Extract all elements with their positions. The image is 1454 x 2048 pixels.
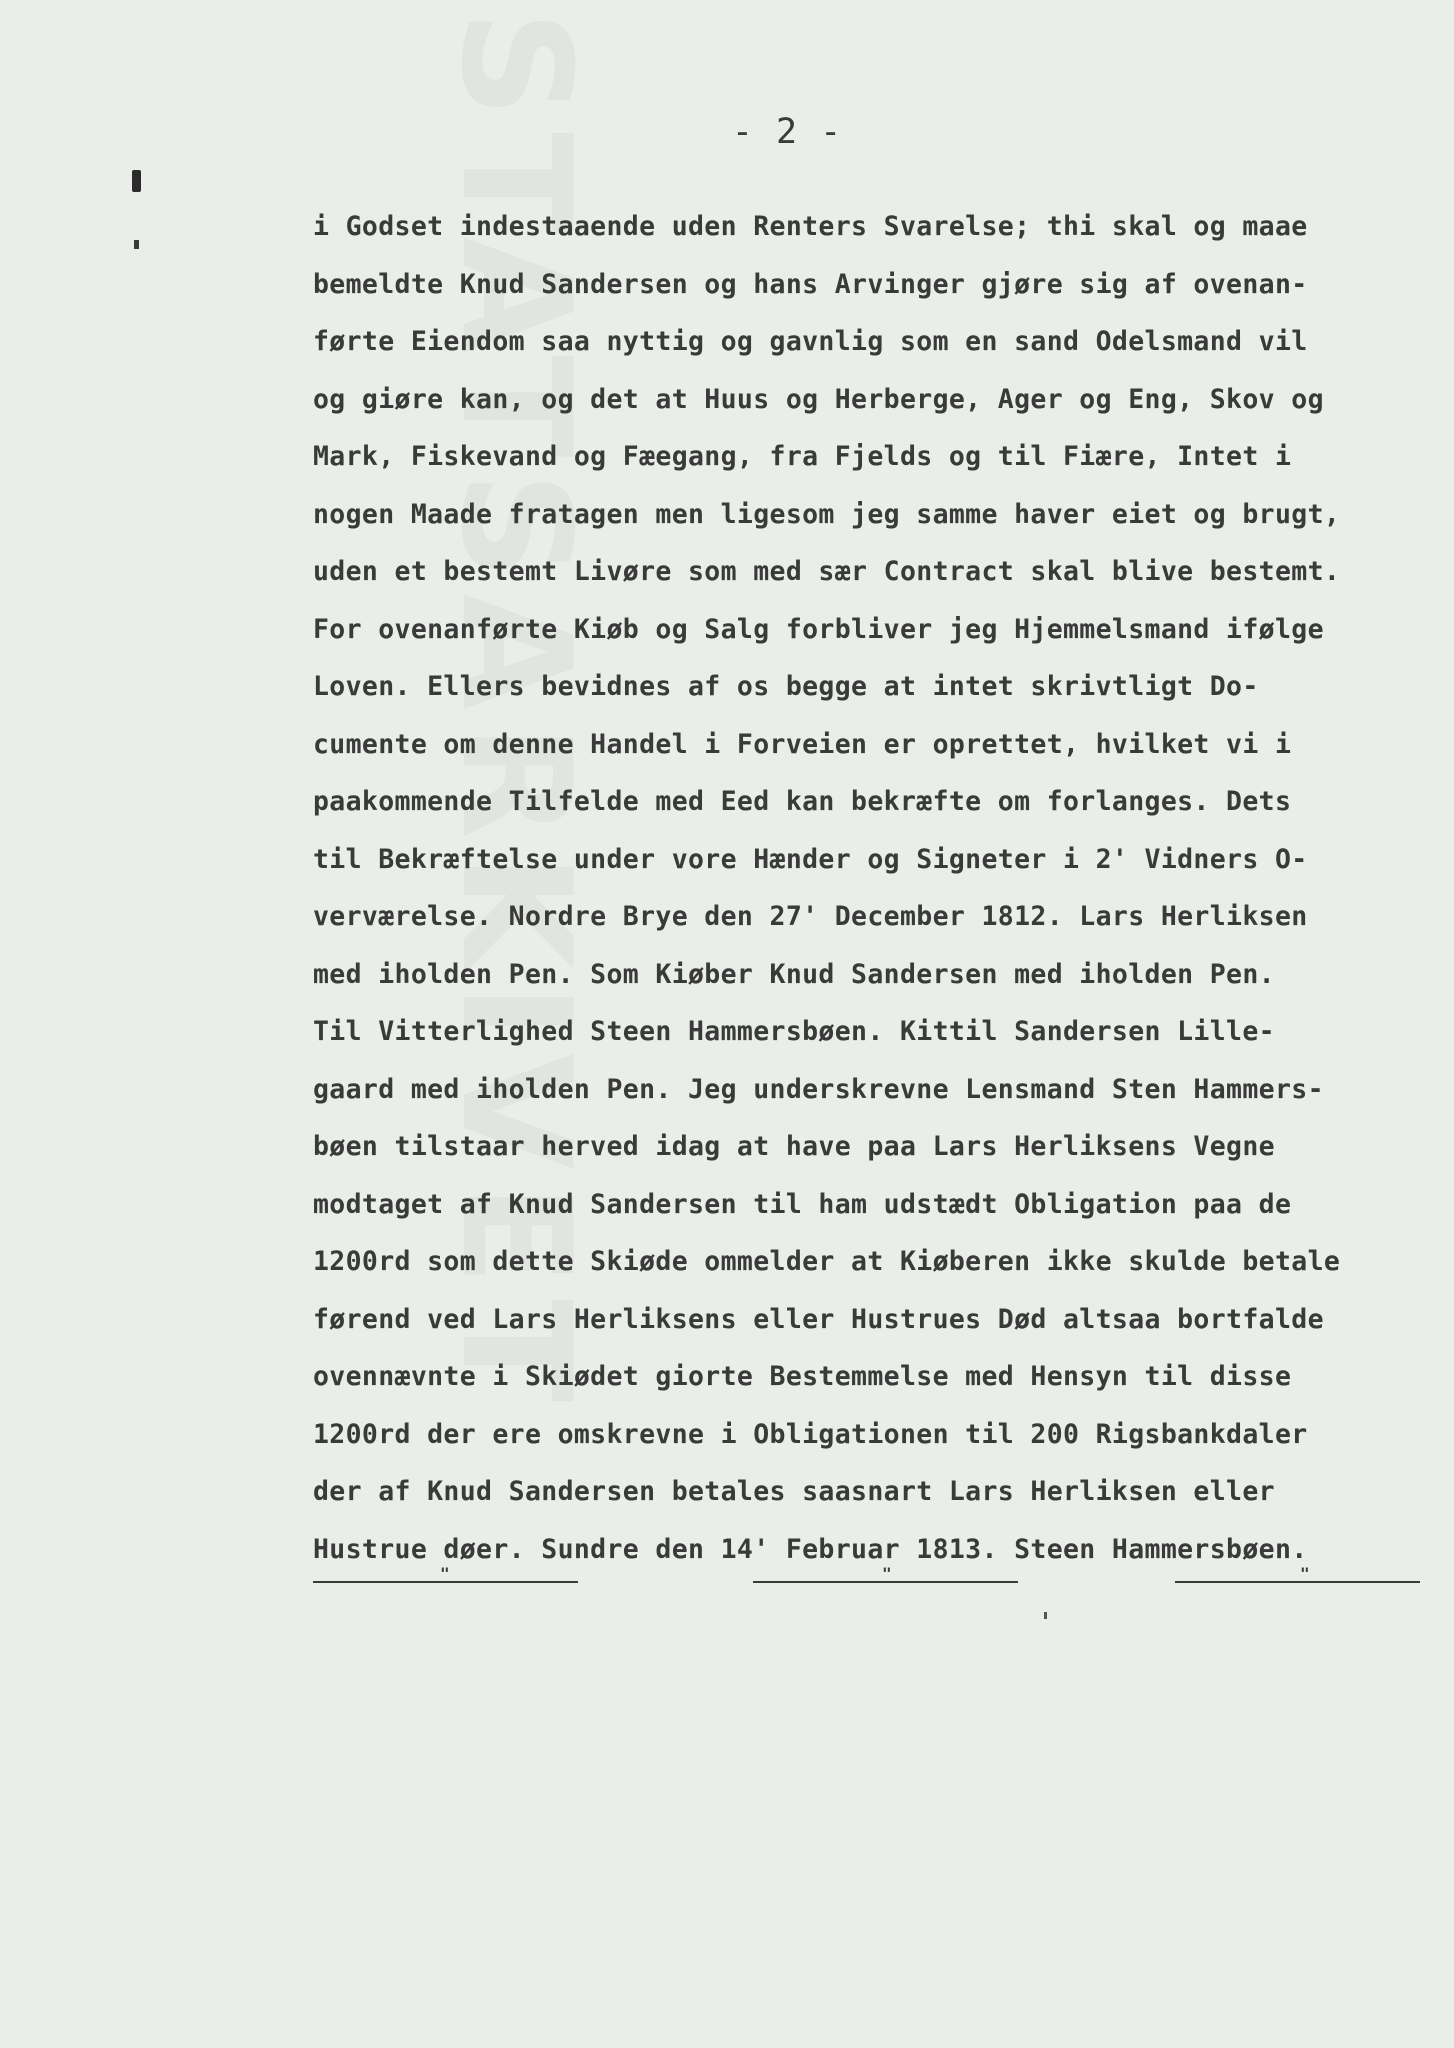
text-line: Mark, Fiskevand og Fæegang, fra Fjelds og til Fiære, Intet i xyxy=(313,441,1292,472)
ditto-mark-left: " xyxy=(440,1564,450,1583)
text-line: 1200rd der ere omskrevne i Obligationen til 200 Rigsbankdaler xyxy=(313,1418,1308,1450)
text-line: ovennævnte i Skiødet giorte Bestemmelse med Hensyn til disse xyxy=(313,1361,1292,1392)
stray-ink-mark xyxy=(1044,1612,1047,1619)
typed-text-body xyxy=(313,202,1443,1582)
text-line: gaard med iholden Pen. Jeg underskrevne Lensmand Sten Hammers- xyxy=(313,1073,1324,1105)
binding-mark xyxy=(132,170,141,192)
text-line: modtaget af Knud Sandersen til ham udstædt Obligation paa de xyxy=(313,1188,1292,1220)
text-line: førte Eiendom saa nyttig og gavnlig som en sand Odelsmand vil xyxy=(313,326,1308,357)
text-line: førend ved Lars Herliksens eller Hustrues Død altsaa bortfalde xyxy=(313,1303,1324,1335)
text-line: uden et bestemt Livøre som med sær Contract skal blive bestemt. xyxy=(313,556,1341,587)
text-line: 1200rd som dette Skiøde ommelder at Kiøberen ikke skulde betale xyxy=(313,1246,1341,1277)
text-line: nogen Maade fratagen men ligesom jeg samme haver eiet og brugt, xyxy=(313,498,1341,530)
text-line: cumente om denne Handel i Forveien er oprettet, hvilket vi i xyxy=(313,728,1292,760)
text-line: bøen tilstaar herved idag at have paa Lars Herliksens Vegne xyxy=(313,1131,1275,1162)
binding-dot xyxy=(134,240,139,249)
text-line: med iholden Pen. Som Kiøber Knud Sandersen med iholden Pen. xyxy=(313,958,1275,990)
text-line: Hustrue døer. Sundre den 14' Februar 1813. Steen Hammersbøen. xyxy=(313,1533,1308,1565)
text-line: Loven. Ellers bevidnes af os begge at intet skrivtligt Do- xyxy=(313,671,1259,702)
text-line: Til Vitterlighed Steen Hammersbøen. Kittil Sandersen Lille- xyxy=(313,1016,1275,1047)
text-line: bemeldte Knud Sandersen og hans Arvinger gjøre sig af ovenan- xyxy=(313,268,1308,300)
text-line: For ovenanførte Kiøb og Salg forbliver jeg Hjemmelsmand ifølge xyxy=(313,613,1324,645)
ditto-mark-right: " xyxy=(1300,1564,1310,1583)
text-line: verværelse. Nordre Brye den 27' December 1812. Lars Herliksen xyxy=(313,901,1308,932)
text-line: i Godset indestaaende uden Renters Svarelse; thi skal og maae xyxy=(313,211,1308,242)
text-line: og giøre kan, og det at Huus og Herberge, Ager og Eng, Skov og xyxy=(313,383,1324,415)
ditto-rule-right xyxy=(1175,1581,1420,1583)
text-line: til Bekræftelse under vore Hænder og Signeter i 2' Vidners O- xyxy=(313,843,1308,875)
archive-watermark: STATSARKIVET xyxy=(428,10,602,1417)
text-line: der af Knud Sandersen betales saasnart Lars Herliksen eller xyxy=(313,1476,1275,1507)
text-line: paakommende Tilfelde med Eed kan bekræfte om forlanges. Dets xyxy=(313,786,1292,817)
ditto-mark-center: " xyxy=(882,1564,892,1583)
page-number: - 2 - xyxy=(731,112,843,152)
